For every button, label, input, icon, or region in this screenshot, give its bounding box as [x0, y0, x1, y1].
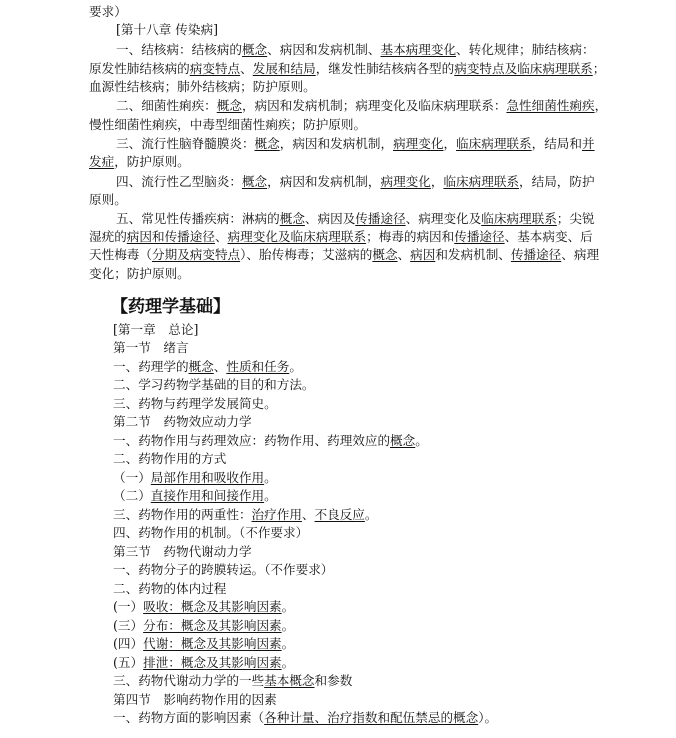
text-segment: 。 — [364, 507, 378, 522]
section-heading — [113, 338, 623, 357]
text-segment: 、 — [397, 247, 411, 262]
text-line — [113, 616, 623, 635]
text-segment: 一、药物作用与药理效应：药物作用、药理效应的 — [113, 433, 391, 448]
underlined-term: 吸收：概念及其影响因素 — [143, 599, 282, 614]
text-segment: ，结局和 — [531, 136, 582, 151]
text-line — [89, 2, 599, 21]
text-segment: ；尖锐 — [556, 211, 595, 226]
text-segment: ；梅毒的病因和 — [366, 229, 455, 244]
text-line — [113, 375, 623, 394]
text-segment: 血源性结核病；肺外结核病；防护原则。 — [89, 79, 316, 94]
text-line — [113, 671, 623, 690]
text-segment: ）、胎传梅毒；艾滋病的 — [240, 247, 373, 262]
text-line — [113, 523, 623, 542]
text-segment: (五） — [113, 655, 144, 670]
text-segment: 、 — [213, 359, 227, 374]
text-line — [116, 134, 595, 153]
text-segment: (四） — [113, 636, 144, 651]
text-segment: 二、药物的体内过程 — [113, 581, 227, 596]
text-segment: 、病理 — [561, 247, 600, 262]
text-line — [113, 486, 623, 505]
text-line — [89, 115, 599, 134]
text-line — [113, 560, 623, 579]
text-segment: 原发性肺结核病的 — [89, 61, 190, 76]
text-segment: 。 — [281, 618, 295, 633]
text-segment: ，病因和发病机制；病理变化及临床病理联系： — [241, 98, 507, 113]
section-title: 【药理学基础】 — [111, 297, 230, 317]
text-segment: 。 — [281, 599, 295, 614]
underlined-term: 性质和任务 — [226, 359, 290, 374]
underlined-term: 病理变化 — [393, 136, 444, 151]
text-segment: 二、学习药物学基础的目的和方法。 — [113, 377, 315, 392]
text-segment: 一、药理学的 — [113, 359, 189, 374]
text-line — [89, 152, 599, 171]
text-segment: 一、药物分子的跨膜转运。（不作要求） — [113, 562, 334, 577]
underlined-term: 直接作用和间接作用 — [150, 488, 265, 503]
text-line — [89, 245, 599, 264]
underlined-term: 概念 — [254, 136, 280, 151]
text-segment: 。 — [289, 359, 302, 374]
section-heading — [113, 542, 623, 561]
underlined-term: 基本病理变化 — [380, 42, 457, 57]
text-line — [113, 431, 623, 450]
text-segment: 、 — [301, 507, 315, 522]
text-segment: 。 — [415, 433, 428, 448]
underlined-term: 传播途径 — [355, 211, 406, 226]
text-segment: [第一章 总论] — [113, 322, 199, 337]
underlined-term: 概念 — [216, 98, 242, 113]
text-segment: 第二节 药物效应动力学 — [113, 414, 252, 429]
text-segment: ； — [592, 61, 606, 76]
text-segment: 三、药物作用的两重性： — [113, 507, 252, 522]
section-heading — [113, 690, 623, 709]
underlined-term: 各种计量、治疗指数和配伍禁忌的概念 — [264, 710, 479, 725]
underlined-term: 临床病理联系 — [481, 211, 557, 226]
underlined-term: 基本概念 — [264, 673, 315, 688]
text-segment: 一、药物方面的影响因素（ — [113, 710, 265, 725]
underlined-term: 治疗作用 — [251, 507, 302, 522]
text-segment: 要求） — [89, 4, 127, 19]
text-line — [89, 77, 599, 96]
text-segment: (三） — [113, 618, 144, 633]
text-segment: ， — [443, 136, 457, 151]
text-segment: 。 — [281, 655, 295, 670]
text-line — [113, 468, 623, 487]
text-segment: 、 — [214, 229, 228, 244]
text-segment: 第一节 绪言 — [113, 340, 189, 355]
text-line — [113, 597, 623, 616]
text-line — [89, 264, 599, 283]
underlined-term: 概念 — [241, 42, 268, 57]
text-segment: 、 — [240, 61, 253, 76]
chapter-heading — [113, 320, 623, 339]
text-segment: 、基本病变、后 — [504, 229, 593, 244]
text-segment: 、病因及 — [304, 211, 356, 226]
underlined-term: 代谢：概念及其影响因素 — [143, 636, 282, 651]
text-segment: 二、药物作用的方式 — [113, 451, 227, 466]
text-segment: 湿疣的 — [89, 229, 127, 244]
text-segment: 四、药物作用的机制。（不作要求） — [113, 525, 309, 540]
underlined-term: 发症 — [89, 154, 115, 169]
text-segment: ，病因和发病机制， — [267, 174, 381, 189]
underlined-term: 发展和结局 — [252, 61, 316, 76]
text-line — [113, 394, 623, 413]
underlined-term: 病理变化及临床病理联系 — [227, 229, 367, 244]
text-segment: 。 — [264, 470, 277, 485]
text-line — [116, 96, 608, 115]
text-segment: ）。 — [478, 710, 498, 725]
underlined-term: 概念 — [372, 247, 398, 262]
text-segment: 三、药物代谢动力学的一些 — [113, 673, 265, 688]
text-line — [113, 708, 623, 727]
text-segment: (一） — [113, 599, 144, 614]
text-line — [89, 59, 606, 78]
underlined-term: 临床病理联系 — [443, 174, 519, 189]
underlined-term: 排泄：概念及其影响因素 — [143, 655, 282, 670]
text-line — [113, 634, 623, 653]
text-segment: 二、细菌性痢疾： — [116, 98, 217, 113]
text-segment: （一） — [113, 470, 151, 485]
text-segment: ，防护原则。 — [114, 154, 190, 169]
text-segment: 三、药物与药理学发展简史。 — [113, 396, 277, 411]
text-segment: 和发病机制、 — [435, 247, 511, 262]
underlined-term: 急性细菌性痢疾 — [506, 98, 595, 113]
underlined-term: 病变特点及临床病理联系 — [454, 61, 593, 76]
text-line — [89, 227, 599, 246]
text-segment: 一、结核病：结核病的 — [116, 42, 242, 57]
text-segment: ，继发性肺结核病各型的 — [315, 61, 455, 76]
text-segment: 、病理变化及 — [405, 211, 482, 226]
underlined-term: 临床病理联系 — [456, 136, 532, 151]
underlined-term: 概念 — [241, 174, 268, 189]
text-segment: 第四节 影响药物作用的因素 — [113, 692, 277, 707]
underlined-term: 概念 — [188, 359, 214, 374]
underlined-term: 病因和传播途径 — [126, 229, 215, 244]
underlined-term: 并 — [581, 136, 595, 151]
text-line — [116, 172, 595, 191]
underlined-term: 病理变化 — [380, 174, 431, 189]
text-line — [116, 40, 595, 59]
text-segment: [第十八章 传染病] — [116, 22, 218, 37]
underlined-term: 传播途径 — [454, 229, 505, 244]
text-segment: ，病因和发病机制， — [279, 136, 394, 151]
text-line — [113, 357, 623, 376]
text-line — [113, 579, 623, 598]
underlined-term: 不良反应 — [314, 507, 365, 522]
text-segment: 慢性细菌性痢疾，中毒型细菌性痢疾；防护原则。 — [89, 117, 367, 132]
text-segment: 、病因和发病机制、 — [267, 42, 381, 57]
underlined-term: 病因 — [410, 247, 436, 262]
underlined-term: 传播途径 — [510, 247, 562, 262]
underlined-term: 分期及病变特点 — [151, 247, 241, 262]
text-segment: 。 — [264, 488, 277, 503]
text-segment: （二） — [113, 488, 151, 503]
chapter-heading — [116, 20, 586, 39]
underlined-term: 概念 — [390, 433, 416, 448]
text-segment: 三、流行性脑脊髓膜炎： — [116, 136, 255, 151]
text-segment: 、转化规律；肺结核病： — [456, 42, 595, 57]
text-segment: 五、常见性传播疾病：淋病的 — [116, 211, 280, 226]
underlined-term: 局部作用和吸收作用 — [150, 470, 265, 485]
text-segment: 天性梅毒（ — [89, 247, 152, 262]
text-line — [113, 653, 623, 672]
underlined-term: 分布：概念及其影响因素 — [143, 618, 282, 633]
text-segment: 原则。 — [89, 192, 127, 207]
text-segment: ， — [430, 174, 444, 189]
text-line — [89, 190, 599, 209]
section-heading — [113, 412, 623, 431]
text-line — [113, 505, 623, 524]
text-line — [113, 449, 623, 468]
underlined-term: 概念 — [279, 211, 305, 226]
text-line — [116, 209, 595, 228]
text-segment: 第三节 药物代谢动力学 — [113, 544, 252, 559]
underlined-term: 病变特点 — [189, 61, 241, 76]
text-segment: 四、流行性乙型脑炎： — [116, 174, 242, 189]
text-segment: 。 — [281, 636, 295, 651]
text-segment: ，结局，防护 — [519, 174, 595, 189]
text-segment: 变化；防护原则。 — [89, 266, 190, 281]
text-segment: ， — [594, 98, 608, 113]
text-segment: 和参数 — [314, 673, 353, 688]
